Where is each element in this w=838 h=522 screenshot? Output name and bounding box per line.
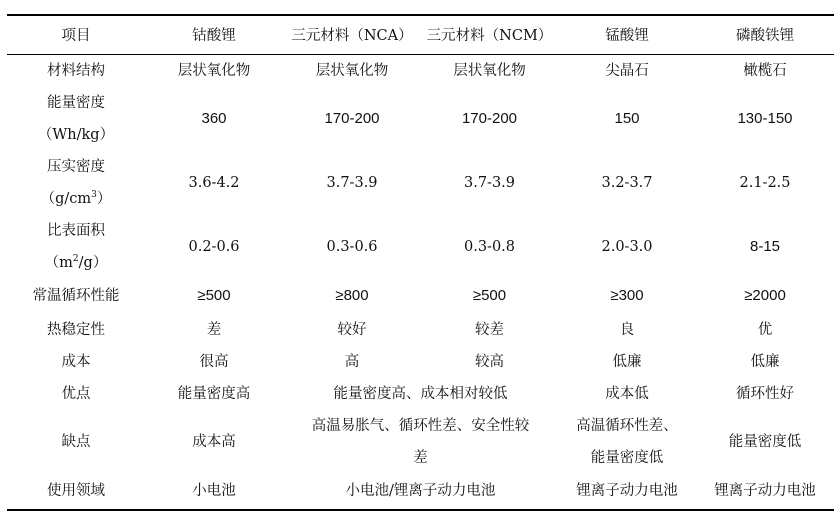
cell-line2: 能量密度低	[590, 449, 664, 466]
unit-text: ）	[96, 190, 112, 207]
table-row-cons	[7, 410, 834, 474]
row-label-line1: 能量密度	[47, 94, 105, 111]
table-row-usage	[7, 474, 834, 510]
cell: 0.3-0.6	[326, 238, 378, 255]
cell: ≥800	[335, 287, 369, 304]
cell: 2.0-3.0	[601, 238, 653, 255]
row-label-line2: （Wh/kg）	[37, 126, 115, 143]
cell: 3.6-4.2	[188, 174, 240, 191]
cell: 层状氧化物	[177, 62, 251, 79]
cell-line1: 高温循环性差、	[576, 417, 678, 434]
header-ncm: 三元材料（NCM）	[421, 15, 558, 54]
header-lmo: 锰酸锂	[558, 15, 696, 54]
table-row-surface	[7, 215, 834, 279]
cell: 130-150	[737, 109, 793, 127]
battery-materials-table	[7, 14, 834, 511]
cell-merged	[283, 410, 558, 474]
cell: 较好	[337, 321, 367, 338]
cell-merged: 小电池/锂离子动力电池	[283, 474, 558, 510]
cell: 8-15	[749, 237, 781, 255]
cell: ≥500	[197, 287, 231, 304]
unit-exponent: 3	[91, 189, 97, 200]
cell: 很高	[199, 353, 229, 370]
cell: 较高	[475, 353, 504, 370]
row-label	[7, 215, 145, 279]
row-label: 热稳定性	[47, 321, 105, 338]
table-row-density	[7, 151, 834, 215]
unit-text: （g/cm	[40, 190, 92, 207]
row-label-line2	[7, 247, 145, 279]
cell: 成本低	[605, 385, 649, 402]
row-label: 缺点	[61, 433, 91, 450]
cell: 层状氧化物	[453, 62, 526, 79]
cell: 能量密度高	[177, 385, 251, 402]
cell: 锂离子动力电池	[696, 474, 834, 510]
header-row	[7, 15, 834, 54]
row-label: 成本	[61, 353, 91, 370]
row-label-line2	[7, 183, 145, 215]
cell: 优	[757, 321, 773, 338]
cell: 尖晶石	[605, 62, 649, 79]
table-row-cycle	[7, 279, 834, 314]
cell: 360	[201, 109, 227, 127]
cell: 层状氧化物	[315, 62, 389, 79]
cell: 锂离子动力电池	[558, 474, 696, 510]
cell: 0.2-0.6	[188, 238, 240, 255]
row-label: 使用领域	[7, 474, 145, 510]
cell: ≥300	[610, 287, 644, 304]
unit-text: （m	[44, 254, 73, 271]
cell: 低廉	[750, 353, 780, 370]
table-row-structure	[7, 54, 834, 87]
cell: 良	[619, 321, 635, 338]
cell: 3.7-3.9	[326, 174, 378, 191]
cell: 低廉	[612, 353, 642, 370]
cell: ≥2000	[744, 287, 786, 304]
cell: 成本高	[192, 433, 236, 450]
header-lfp: 磷酸铁锂	[696, 15, 834, 54]
cell-line1: 高温易胀气、循环性差、安全性较	[311, 417, 530, 434]
cell-merged: 能量密度高、成本相对较低	[333, 385, 508, 402]
header-item: 项目	[7, 15, 145, 54]
row-label: 常温循环性能	[32, 288, 120, 304]
cell: 较差	[475, 321, 504, 338]
cell: 150	[614, 109, 640, 127]
table-row-pros	[7, 378, 834, 410]
cell: 3.7-3.9	[463, 174, 516, 191]
cell: 3.2-3.7	[601, 174, 653, 191]
cell: 170-200	[324, 109, 380, 127]
row-label-line1: 压实密度	[47, 158, 105, 175]
cell: 能量密度低	[728, 433, 802, 450]
cell: 橄榄石	[743, 62, 787, 79]
row-label: 材料结构	[47, 62, 105, 79]
table-row-energy	[7, 87, 834, 151]
header-lco: 钴酸锂	[145, 15, 283, 54]
cell: 高	[344, 353, 360, 370]
cell-line2: 差	[413, 449, 428, 466]
cell: ≥500	[472, 287, 507, 304]
cell: 差	[206, 321, 222, 338]
row-label: 优点	[61, 385, 91, 402]
cell: 0.3-0.8	[463, 238, 516, 255]
row-label	[7, 87, 145, 151]
header-nca: 三元材料（NCA）	[283, 15, 421, 54]
cell: 循环性好	[736, 385, 794, 402]
cell	[558, 410, 696, 474]
cell: 小电池	[145, 474, 283, 510]
unit-text: /g）	[78, 254, 108, 271]
row-label	[7, 151, 145, 215]
row-label-line1: 比表面积	[47, 222, 105, 239]
cell: 2.1-2.5	[739, 174, 791, 191]
table-row-thermal	[7, 314, 834, 346]
cell: 170-200	[461, 109, 518, 127]
table-row-cost	[7, 346, 834, 378]
unit-exponent: 2	[72, 253, 79, 264]
